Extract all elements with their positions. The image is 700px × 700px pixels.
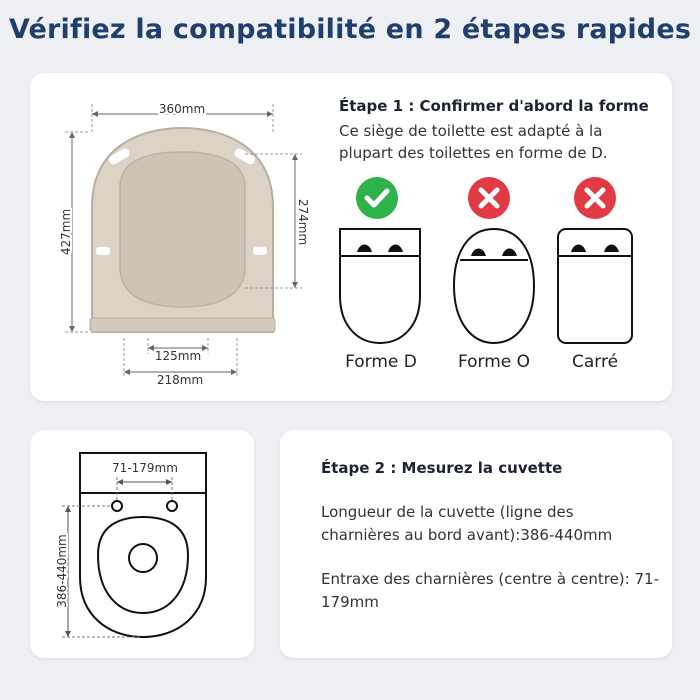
check-icon <box>355 176 399 220</box>
shape-o-diagram <box>451 226 537 346</box>
length-range-label: 386-440mm <box>55 534 69 608</box>
cross-icon <box>573 176 617 220</box>
shape-square-label: Carré <box>571 352 619 372</box>
seat-diagram <box>50 92 320 392</box>
page-title: Vérifiez la compatibilité en 2 étapes rapides <box>8 14 692 45</box>
bumper-bottom-right <box>253 247 267 255</box>
bowl-drain <box>129 544 157 572</box>
bowl-diagram <box>50 445 250 650</box>
seat-length-label: 427mm <box>59 208 73 256</box>
hinge-distance-text: Entraxe des charnières (centre à centre): 71-179mm <box>321 570 659 611</box>
step2-heading: Étape 2 : Mesurez la cuvette <box>321 459 563 477</box>
hinge-hole-right <box>167 501 177 511</box>
step1-heading: Étape 1 : Confirmer d'abord la forme <box>339 97 649 115</box>
shape-d-label: Forme D <box>345 352 417 372</box>
seat-hinge-bar <box>90 318 275 332</box>
seat-inner-length-label: 274mm <box>296 198 310 246</box>
bowl-length-text: Longueur de la cuvette (ligne des charnières au bord avant):386-440mm <box>321 503 613 544</box>
shape-d-diagram <box>337 226 423 346</box>
seat-opening <box>120 152 245 307</box>
hinge-hole-left <box>112 501 122 511</box>
seat-width-label: 360mm <box>158 102 206 116</box>
shape-o-label: Forme O <box>457 352 531 372</box>
cross-icon <box>467 176 511 220</box>
shape-square-diagram <box>555 226 635 346</box>
step1-description: Ce siège de toilette est adapté à la plupart des toilettes en forme de D. <box>339 122 608 162</box>
hinge-range-label: 71-179mm <box>112 461 178 475</box>
seat-base-label: 218mm <box>156 373 204 387</box>
bumper-bottom-left <box>96 247 110 255</box>
seat-hinge-label: 125mm <box>154 349 202 363</box>
